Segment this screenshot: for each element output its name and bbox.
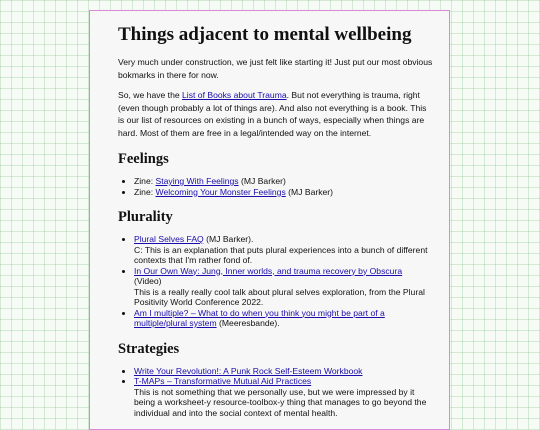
section-heading-plurality: Plurality <box>118 209 173 225</box>
item-author: (MJ Barker). <box>203 234 254 244</box>
list-item <box>134 266 435 308</box>
intro-text-before: So, we have the <box>118 90 183 100</box>
item-note: This is not something that we personally use, but we were impressed by it being a worksheet-y resource-toolbox-y thing that manages to go beyond the individual and into the social context of mental health. <box>134 386 427 418</box>
page-title: Things adjacent to mental wellbeing <box>118 24 412 45</box>
item-note-type: (Video) <box>134 276 162 286</box>
list-item <box>134 376 435 418</box>
write-your-revolution-link[interactable]: Write Your Revolution!: A Punk Rock Self-Esteem Workbook <box>134 365 363 376</box>
item-author: (Meeresbande). <box>216 318 280 328</box>
item-note: C: This is an explanation that puts plural experiences into a bunch of different contexts that I'm rather fond of. <box>134 244 428 265</box>
item-author: (MJ Barker) <box>285 186 334 197</box>
t-maps-link[interactable]: T-MAPs – Transformative Mutual Aid Practices <box>134 376 312 386</box>
list-item <box>134 308 435 329</box>
item-author: (MJ Barker) <box>238 176 286 186</box>
section-heading-strategies: Strategies <box>118 340 180 357</box>
trauma-books-link[interactable]: List of Books about Trauma <box>182 90 287 100</box>
plurality-list <box>118 234 435 329</box>
in-our-own-way-link[interactable]: In Our Own Way: Jung, Inner worlds, and trauma recovery by Obscura <box>134 265 403 276</box>
list-item <box>134 187 435 198</box>
plural-selves-faq-link[interactable]: Plural Selves FAQ <box>134 234 204 244</box>
intro-paragraph-1: Very much under construction, we just felt like starting it! Just put our most obvious bokmarks in there for now. <box>118 57 433 80</box>
intro-paragraph-2 <box>118 89 435 139</box>
strategies-list <box>118 366 435 419</box>
section-heading-feelings: Feelings <box>118 151 169 167</box>
staying-with-feelings-link[interactable]: Staying With Feelings <box>155 176 239 186</box>
list-item <box>134 176 435 187</box>
am-i-multiple-link[interactable]: Am I multiple? – What to do when you think you might be part of a multiple/plural system <box>134 307 385 328</box>
page-content <box>89 10 450 430</box>
item-prefix: Zine: <box>134 176 156 186</box>
feelings-list <box>118 176 435 197</box>
item-note: This is a really really cool talk about plural selves exploration, from the Plural Positivity World Conference 2022. <box>134 286 425 307</box>
list-item <box>134 366 435 377</box>
intro-text-after: . But not everything is trauma, right (even though probably a lot of things are). And also not everything is a book. This is our list of resources on existing in a bunch of ways, especially when things are hard. Most of them are free in a legal/intended way on the internet. <box>118 90 427 138</box>
welcoming-monster-feelings-link[interactable]: Welcoming Your Monster Feelings <box>155 186 286 197</box>
list-item <box>134 234 435 266</box>
item-prefix: Zine: <box>134 186 156 197</box>
